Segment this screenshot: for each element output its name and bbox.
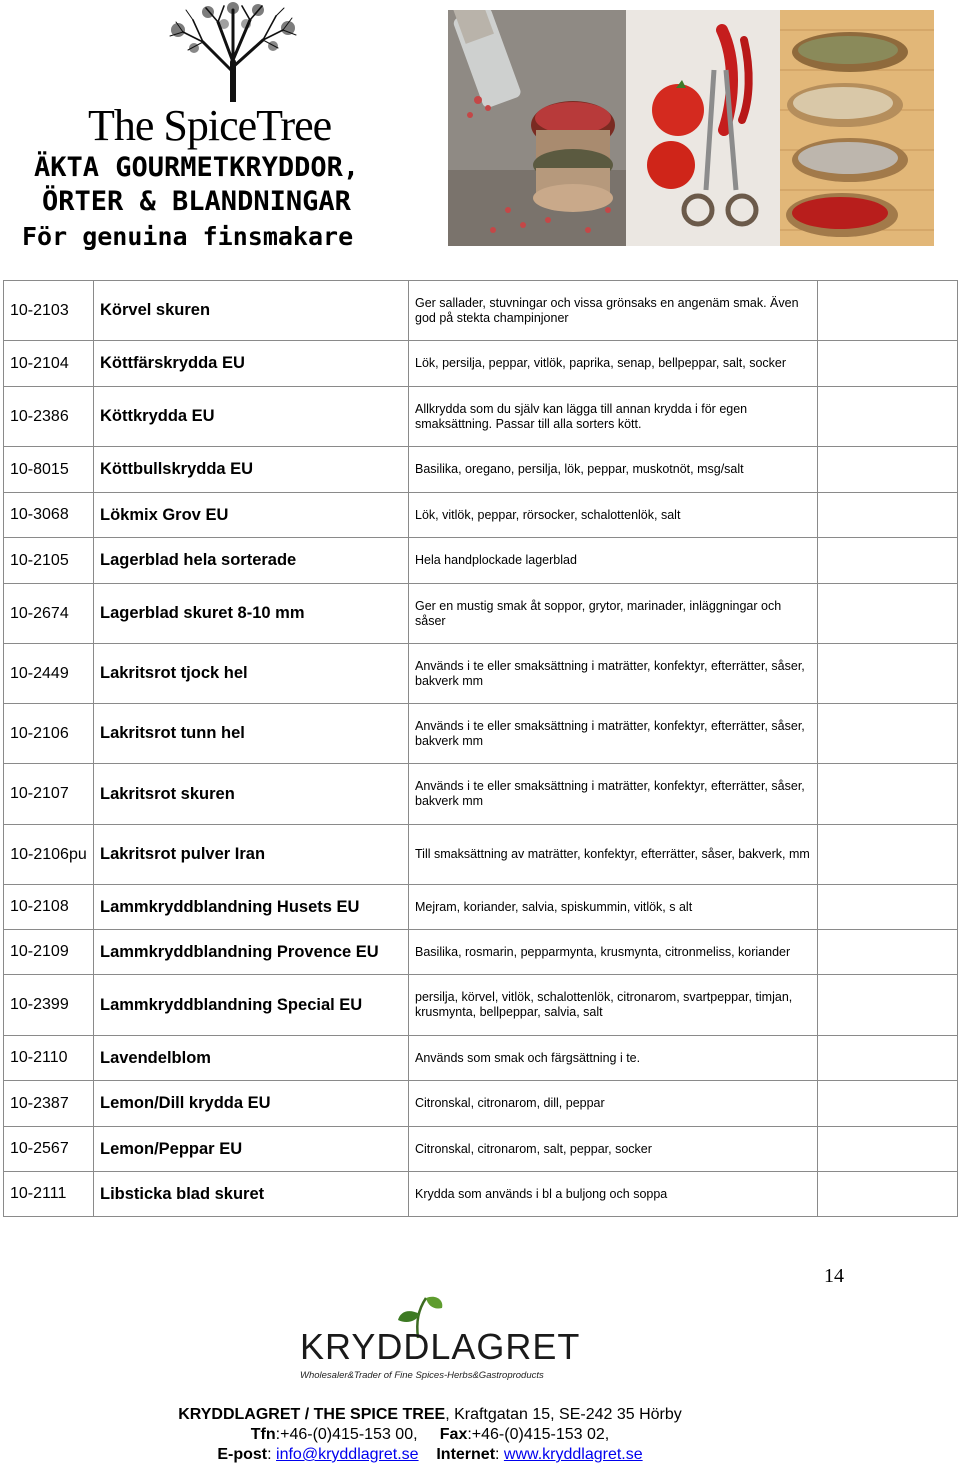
product-code: 10-2108: [4, 885, 94, 930]
product-name: Lammkryddblandning Provence EU: [94, 930, 409, 975]
product-table: [3, 280, 958, 1217]
product-name: Köttfärskrydda EU: [94, 341, 409, 387]
product-description: Basilika, oregano, persilja, lök, peppar, muskotnöt, msg/salt: [409, 447, 818, 493]
product-code: 10-2387: [4, 1081, 94, 1127]
table-row: [4, 493, 958, 538]
table-row: [4, 885, 958, 930]
phone-line: [0, 1425, 860, 1445]
empty-cell: [818, 704, 958, 764]
web-line: [0, 1445, 860, 1465]
empty-cell: [818, 930, 958, 975]
table-row: [4, 538, 958, 584]
product-description: Till smaksättning av maträtter, konfektyr, efterrätter, såser, bakverk, mm: [409, 825, 818, 885]
table-row: [4, 1081, 958, 1127]
fax-value: :+46-(0)415-153 02,: [467, 1426, 610, 1443]
tree-logo-icon: [158, 2, 308, 102]
product-name: Libsticka blad skuret: [94, 1172, 409, 1217]
empty-cell: [818, 764, 958, 825]
product-code: 10-2103: [4, 281, 94, 341]
product-description: Används i te eller smaksättning i maträtter, konfektyr, efterrätter, såser, bakverk mm: [409, 644, 818, 704]
peppercorn-photo: [448, 10, 626, 246]
table-row: [4, 1036, 958, 1081]
product-name: Lavendelblom: [94, 1036, 409, 1081]
brand-tagline-3: För genuina finsmakare: [22, 222, 354, 251]
product-code: 10-2106: [4, 704, 94, 764]
product-name: Lakritsrot tunn hel: [94, 704, 409, 764]
website-link[interactable]: www.kryddlagret.se: [503, 1446, 643, 1463]
product-description: Citronskal, citronarom, salt, peppar, socker: [409, 1127, 818, 1172]
spice-spoons-photo: [780, 10, 934, 246]
empty-cell: [818, 584, 958, 644]
product-code: 10-2104: [4, 341, 94, 387]
product-code: 10-2109: [4, 930, 94, 975]
internet-label: Internet: [436, 1446, 496, 1463]
page-number: 14: [824, 1265, 844, 1287]
empty-cell: [818, 1036, 958, 1081]
product-description: Används i te eller smaksättning i maträtter, konfektyr, efterrätter, såser, bakverk mm: [409, 704, 818, 764]
empty-cell: [818, 885, 958, 930]
empty-cell: [818, 538, 958, 584]
address-line: [0, 1405, 860, 1425]
product-name: Lakritsrot tjock hel: [94, 644, 409, 704]
tfn-value: :+46-(0)415-153 00,: [275, 1426, 418, 1443]
product-description: persilja, körvel, vitlök, schalottenlök, citronarom, svartpeppar, timjan, krusmynta, bellpeppar, salvia, salt: [409, 975, 818, 1036]
tomato-scissors-photo: [626, 10, 780, 246]
empty-cell: [818, 975, 958, 1036]
table-row: [4, 704, 958, 764]
product-description: Lök, vitlök, peppar, rörsocker, schalottenlök, salt: [409, 493, 818, 538]
kryddlagret-wordmark: KRYDDLAGRET: [300, 1326, 581, 1367]
product-description: Används i te eller smaksättning i maträtter, konfektyr, efterrätter, såser, bakverk mm: [409, 764, 818, 825]
contact-footer: [0, 1405, 860, 1465]
product-name: Lakritsrot pulver Iran: [94, 825, 409, 885]
product-name: Lammkryddblandning Husets EU: [94, 885, 409, 930]
product-code: 10-2386: [4, 387, 94, 447]
product-name: Lakritsrot skuren: [94, 764, 409, 825]
company-name: KRYDDLAGRET / THE SPICE TREE: [178, 1406, 446, 1423]
empty-cell: [818, 1081, 958, 1127]
product-description: Citronskal, citronarom, dill, peppar: [409, 1081, 818, 1127]
product-code: 10-2449: [4, 644, 94, 704]
empty-cell: [818, 341, 958, 387]
table-row: [4, 764, 958, 825]
product-name: Lemon/Peppar EU: [94, 1127, 409, 1172]
brand-tagline-1: ÄKTA GOURMETKRYDDOR,: [34, 152, 360, 183]
product-code: 10-8015: [4, 447, 94, 493]
table-row: [4, 281, 958, 341]
empty-cell: [818, 825, 958, 885]
internet-separator: :: [495, 1446, 504, 1463]
product-code: 10-2674: [4, 584, 94, 644]
table-row: [4, 825, 958, 885]
product-description: Allkrydda som du själv kan lägga till annan krydda i för egen smaksättning. Passar till alla sorters kött.: [409, 387, 818, 447]
product-code: 10-2567: [4, 1127, 94, 1172]
table-row: [4, 644, 958, 704]
spicetree-brand: [18, 0, 418, 260]
table-row: [4, 341, 958, 387]
empty-cell: [818, 644, 958, 704]
empty-cell: [818, 447, 958, 493]
table-row: [4, 975, 958, 1036]
product-description: Hela handplockade lagerblad: [409, 538, 818, 584]
product-description: Mejram, koriander, salvia, spiskummin, vitlök, s alt: [409, 885, 818, 930]
product-description: Krydda som används i bl a buljong och soppa: [409, 1172, 818, 1217]
table-row: [4, 584, 958, 644]
email-separator: :: [267, 1446, 277, 1463]
page-header: [0, 0, 960, 260]
product-name: Köttkrydda EU: [94, 387, 409, 447]
product-code: 10-2399: [4, 975, 94, 1036]
empty-cell: [818, 1127, 958, 1172]
table-row: [4, 1127, 958, 1172]
email-link[interactable]: info@kryddlagret.se: [276, 1446, 419, 1463]
empty-cell: [818, 493, 958, 538]
product-name: Lagerblad skuret 8-10 mm: [94, 584, 409, 644]
product-name: Lemon/Dill krydda EU: [94, 1081, 409, 1127]
kryddlagret-logo: [300, 1292, 581, 1388]
fax-label: Fax: [439, 1426, 468, 1443]
product-name: Lammkryddblandning Special EU: [94, 975, 409, 1036]
product-name: Körvel skuren: [94, 281, 409, 341]
kryddlagret-subline: Wholesaler&Trader of Fine Spices-Herbs&Gastroproducts: [300, 1370, 544, 1381]
table-row: [4, 387, 958, 447]
table-row: [4, 930, 958, 975]
product-code: 10-2105: [4, 538, 94, 584]
product-name: Lökmix Grov EU: [94, 493, 409, 538]
product-description: Används som smak och färgsättning i te.: [409, 1036, 818, 1081]
product-description: Ger sallader, stuvningar och vissa grönsaks en angenäm smak. Även god på stekta champinjoner: [409, 281, 818, 341]
tfn-label: Tfn: [250, 1426, 276, 1443]
product-code: 10-2106pu: [4, 825, 94, 885]
product-name: Lagerblad hela sorterade: [94, 538, 409, 584]
empty-cell: [818, 281, 958, 341]
product-code: 10-3068: [4, 493, 94, 538]
product-description: Lök, persilja, peppar, vitlök, paprika, senap, bellpeppar, salt, socker: [409, 341, 818, 387]
brand-tagline-2: ÖRTER & BLANDNINGAR: [42, 186, 351, 217]
product-name: Köttbullskrydda EU: [94, 447, 409, 493]
product-code: 10-2110: [4, 1036, 94, 1081]
empty-cell: [818, 387, 958, 447]
product-code: 10-2111: [4, 1172, 94, 1217]
empty-cell: [818, 1172, 958, 1217]
email-label: E-post: [217, 1446, 268, 1463]
table-row: [4, 1172, 958, 1217]
brand-name: The SpiceTree: [88, 101, 332, 150]
table-row: [4, 447, 958, 493]
product-code: 10-2107: [4, 764, 94, 825]
company-address: , Kraftgatan 15, SE-242 35 Hörby: [445, 1406, 682, 1423]
product-description: Ger en mustig smak åt soppor, grytor, marinader, inläggningar och såser: [409, 584, 818, 644]
product-description: Basilika, rosmarin, pepparmynta, krusmynta, citronmeliss, koriander: [409, 930, 818, 975]
